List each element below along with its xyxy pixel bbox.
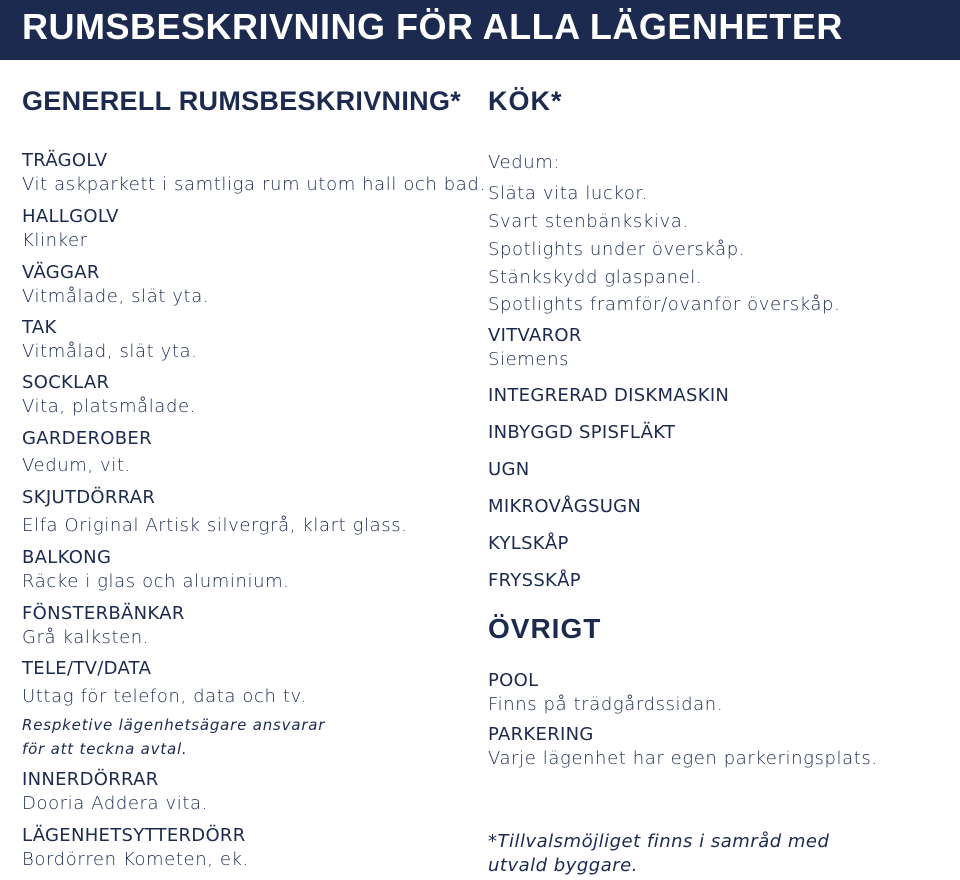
kitchen-line: Spotlights under överskåp. [488, 239, 746, 260]
appliance-item: INTEGRERAD DISKMASKIN [488, 385, 730, 406]
item-label-pool: POOL [488, 670, 539, 691]
item-label-tak: TAK [22, 317, 57, 338]
item-text-socklar: Vita, platsmålade. [22, 396, 196, 417]
page-title: RUMSBESKRIVNING FÖR ALLA LÄGENHETER [22, 6, 843, 47]
item-label-parkering: PARKERING [488, 724, 594, 745]
appliance-item: INBYGGD SPISFLÄKT [488, 422, 676, 443]
item-label-tragolv: TRÄGOLV [22, 150, 108, 171]
item-label-hallgolv: HALLGOLV [22, 206, 119, 227]
item-label-innerdorrar: INNERDÖRRAR [22, 769, 159, 790]
appliance-item: FRYSSKÅP [488, 570, 581, 591]
item-text-garderober: Vedum, vit. [22, 455, 131, 476]
item-text-vaggar: Vitmålade, slät yta. [22, 286, 210, 307]
item-text-tak: Vitmålad, slät yta. [22, 341, 198, 362]
item-label-balkong: BALKONG [22, 547, 112, 568]
item-text-tele-tv-data: Uttag för telefon, data och tv. [22, 686, 307, 707]
item-text-hallgolv: Klinker [22, 230, 88, 251]
item-text-fonsterbankar: Grå kalksten. [22, 627, 150, 648]
item-text-lagenhetsytterdorr: Bordörren Kometen, ek. [22, 849, 249, 870]
kitchen-line: Spotlights framför/ovanför överskåp. [488, 294, 841, 315]
appliance-item: MIKROVÅGSUGN [488, 496, 642, 517]
kitchen-line: Släta vita luckor. [488, 183, 649, 204]
item-label-skjutdorrar: SKJUTDÖRRAR [22, 487, 156, 508]
item-label-vaggar: VÄGGAR [22, 262, 100, 283]
kitchen-line: Svart stenbänkskiva. [488, 211, 689, 232]
other-section-heading: ÖVRIGT [488, 613, 602, 644]
item-text-balkong: Räcke i glas och aluminium. [22, 571, 290, 592]
title-banner [0, 0, 960, 60]
item-text-innerdorrar: Dooria Addera vita. [22, 793, 208, 814]
item-text-tragolv: Vit askparkett i samtliga rum utom hall och bad. [22, 174, 486, 195]
appliances-brand: Siemens [488, 349, 570, 370]
appliances-label: VITVAROR [488, 325, 582, 346]
item-label-fonsterbankar: FÖNSTERBÄNKAR [22, 603, 185, 624]
item-label-lagenhetsytterdorr: LÄGENHETSYTTERDÖRR [22, 825, 246, 846]
item-label-garderober: GARDEROBER [22, 428, 152, 449]
general-section-heading: GENERELL RUMSBESKRIVNING* [22, 86, 462, 116]
tele-note-line-1: Respketive lägenhetsägare ansvarar [22, 716, 326, 734]
tele-note-line-2: för att teckna avtal. [22, 740, 188, 758]
appliance-item: UGN [488, 459, 530, 480]
appliance-item: KYLSKÅP [488, 533, 569, 554]
item-label-tele-tv-data: TELE/TV/DATA [22, 658, 152, 679]
kitchen-line: Vedum: [488, 152, 561, 173]
kitchen-section-heading: KÖK* [488, 86, 563, 116]
kitchen-line: Stänkskydd glaspanel. [488, 267, 703, 288]
item-text-skjutdorrar: Elfa Original Artisk silvergrå, klart glass. [22, 515, 408, 536]
item-text-pool: Finns på trädgårdssidan. [488, 694, 724, 715]
item-text-parkering: Varje lägenhet har egen parkeringsplats. [488, 748, 878, 769]
footnote: *Tillvalsmöjliget finns i samråd med utvald byggare. [488, 831, 830, 876]
item-label-socklar: SOCKLAR [22, 372, 110, 393]
